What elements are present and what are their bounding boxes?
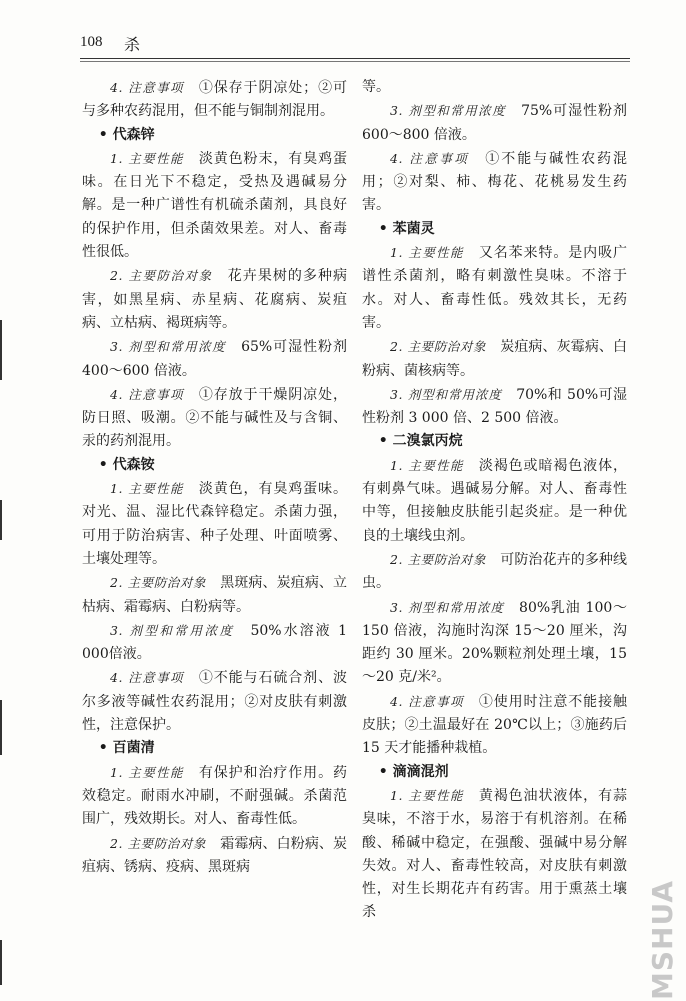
continued-text: 等。 [362, 79, 390, 95]
section-heading: • 二溴氯丙烷 [362, 430, 627, 453]
item-text: 有保护和治疗作用。药效稳定。耐雨水冲刷，不耐强碱。杀菌范围广，残效期长。对人、畜毒性低。 [82, 764, 347, 828]
scan-edge-mark [0, 700, 2, 755]
paragraph [362, 596, 627, 690]
section-heading: • 代森锌 [82, 124, 347, 147]
item-text: 又名苯来特。是内吸广谱性杀菌剂，略有刺激性臭味。不溶于水。对人、畜毒性低。残效其长，无药害。 [362, 245, 627, 331]
running-title: 杀 [124, 35, 141, 54]
paragraph [82, 832, 347, 880]
item-term: 2. 主要防治对象 [390, 339, 487, 355]
item-term: 4. 注意事项 [390, 150, 470, 166]
item-term: 4. 注意事项 [110, 386, 184, 402]
item-term: 1. 主要性能 [390, 787, 464, 803]
paragraph [82, 571, 347, 619]
paragraph [82, 619, 347, 667]
item-text: 淡褐色或暗褐色液体，有刺鼻气味。遇碱易分解。对人、畜毒性中等，但接触皮肤能引起炎症。是一种优良的土壤线虫剂。 [362, 457, 627, 544]
item-term: 4. 注意事项 [390, 693, 464, 709]
item-text: ①保存于阴凉处；②可与多种农药混用，但不能与铜制剂混用。 [82, 80, 347, 120]
item-term: 3. 剂型和常用浓度 [110, 339, 227, 355]
paragraph [82, 147, 347, 264]
scan-edge-mark [0, 320, 2, 380]
item-term: 2. 主要防治对象 [390, 551, 487, 567]
item-term: 3. 剂型和常用浓度 [390, 103, 507, 119]
item-text: 80%乳油 100～150 倍液，沟施时沟深 15～20 厘米，沟距约 30 厘米。20%颗粒剂处理土壤，15～20 克/米²。 [362, 599, 628, 686]
item-text: 黑斑病、炭疽病、立枯病、霜霉病、白粉病等。 [82, 575, 348, 615]
scan-edge-mark [0, 940, 2, 985]
paragraph [362, 335, 627, 383]
paragraph [362, 383, 627, 431]
item-text: 炭疽病、灰霉病、白粉病、菌核病等。 [362, 339, 628, 379]
item-text: ①不能与碱性农药混用；②对梨、柿、梅花、花桃易发生药害。 [362, 150, 628, 214]
item-term: 4. 注意事项 [110, 80, 184, 95]
item-text: 淡黄色，有臭鸡蛋味。对光、温、湿比代森锌稳定。杀菌力强，可用于防治病害、种子处理、叶面喷雾、土壤处理等。 [82, 481, 347, 567]
item-text: 霜霉病、白粉病、炭疽病、锈病、疫病、黑斑病 [82, 835, 348, 875]
right-column [362, 76, 627, 925]
section-heading: • 百菌清 [82, 737, 347, 760]
paragraph [362, 690, 627, 761]
paragraph [362, 147, 627, 218]
item-term: 3. 剂型和常用浓度 [390, 386, 502, 402]
page-header [80, 30, 630, 58]
item-text: 70%和 50%可湿性粉剂 3 000 倍、2 500 倍液。 [362, 386, 627, 427]
item-term: 4. 注意事项 [110, 670, 184, 686]
item-text: 花卉果树的多种病害，如黑星病、赤星病、花腐病、炭疽病、立枯病、褐斑病等。 [82, 268, 348, 331]
paragraph [82, 666, 347, 737]
item-term: 1. 主要性能 [390, 245, 464, 261]
section-heading: • 苯菌灵 [362, 218, 627, 241]
item-text: 淡黄色粉末，有臭鸡蛋味。在日光下不稳定，受热及遇碱易分解。是一种广谱性有机硫杀菌剂，具良好的保护作用，但杀菌效果差。对人、畜毒性很低。 [82, 150, 347, 261]
item-text: 50%水溶液 1 000倍液。 [82, 622, 347, 663]
item-term: 1. 主要性能 [110, 481, 184, 497]
item-term: 1. 主要性能 [390, 457, 464, 473]
item-term: 3. 剂型和常用浓度 [110, 622, 235, 638]
section-heading: • 代森铵 [82, 454, 347, 477]
item-term: 2. 主要防治对象 [110, 268, 213, 284]
left-column [82, 76, 347, 879]
paragraph [82, 383, 347, 454]
item-term: 1. 主要性能 [110, 764, 184, 780]
watermark: MSHUA [646, 879, 679, 1000]
page-number: 108 [80, 34, 103, 50]
item-term: 2. 主要防治对象 [110, 835, 207, 851]
item-text: ①不能与石硫合剂、波尔多液等碱性农药混用；②对皮肤有刺激性，注意保护。 [82, 670, 347, 734]
item-term: 3. 剂型和常用浓度 [390, 599, 505, 615]
paragraph [82, 335, 347, 383]
paragraph [362, 548, 627, 596]
item-text: 可防治花卉的多种线虫。 [362, 551, 628, 592]
header-rule-thin [80, 61, 630, 62]
section-heading: • 滴滴混剂 [362, 761, 627, 784]
item-term: 2. 主要防治对象 [110, 575, 207, 591]
scan-edge-mark [0, 500, 2, 540]
paragraph [362, 99, 627, 147]
item-text: 65%可湿性粉剂 400～600 倍液。 [82, 339, 348, 379]
paragraph [362, 454, 627, 548]
paragraph [82, 76, 347, 124]
item-text: ①使用时注意不能接触皮肤；②土温最好在 20℃以上；③施药后 15 天才能播种栽植。 [362, 693, 627, 757]
paragraph [82, 264, 347, 335]
paragraph [82, 761, 347, 832]
paragraph [362, 241, 627, 335]
item-text: ①存放于干燥阴凉处，防日照、吸潮。②不能与碱性及与含铜、汞的药剂混用。 [82, 386, 347, 450]
item-text: 75%可湿性粉剂 600～800 倍液。 [362, 103, 628, 143]
header-rule [80, 58, 630, 59]
paragraph [362, 784, 627, 925]
item-text: 黄褐色油状液体，有蒜臭味，不溶于水，易溶于有机溶剂。在稀酸、稀碱中稳定，在强酸、强碱中易分解失效。对人、畜毒性较高，对皮肤有刺激性，对生长期花卉有药害。用于熏蒸土壤杀 [362, 787, 627, 921]
paragraph [82, 477, 347, 571]
item-term: 1. 主要性能 [110, 150, 184, 166]
